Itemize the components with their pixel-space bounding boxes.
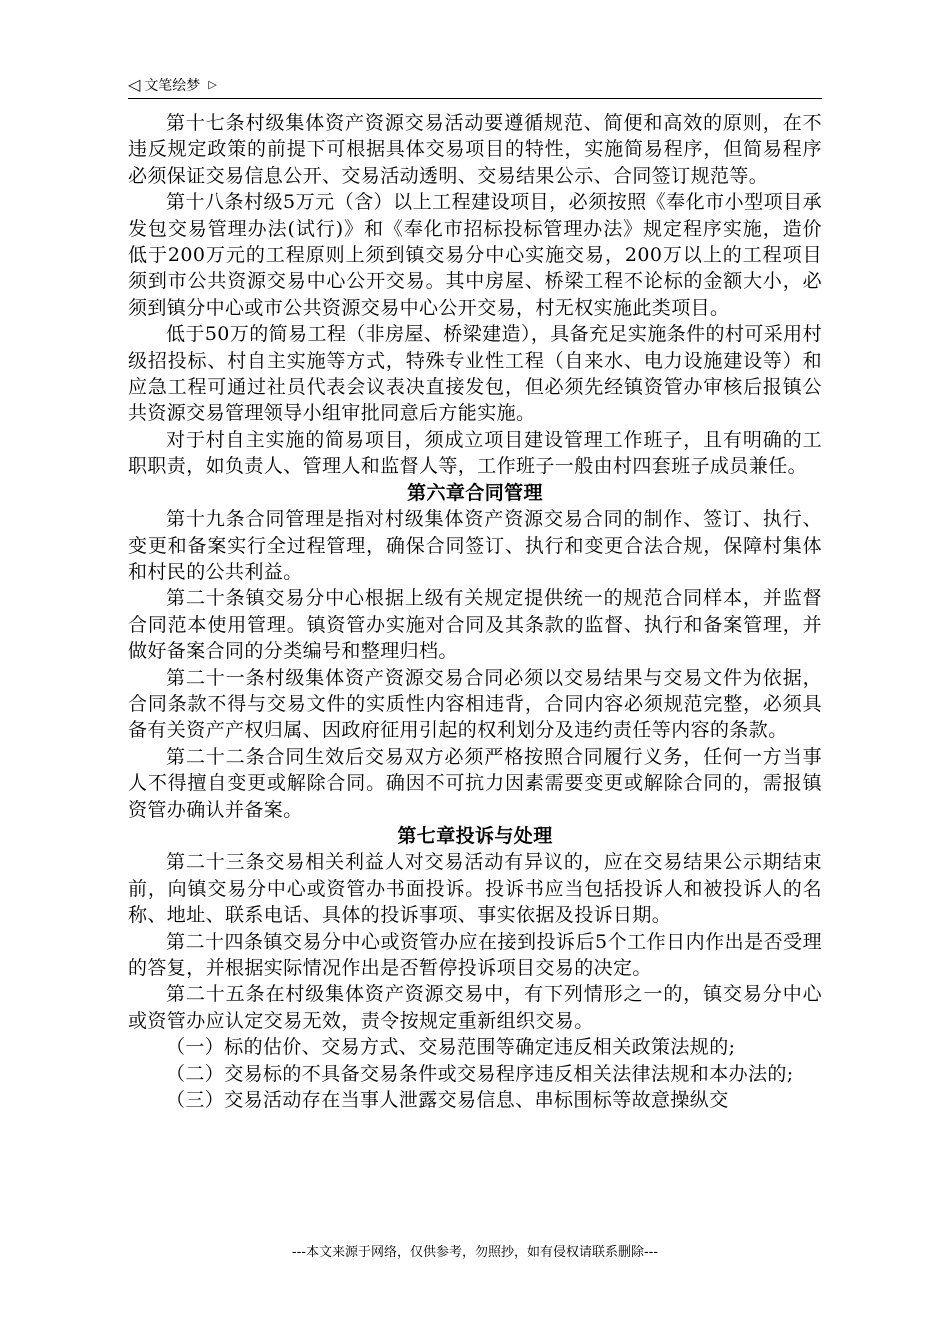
article-20: 第二十条镇交易分中心根据上级有关规定提供统一的规范合同样本，并监督合同范本使用管理。镇资管办实施对合同及其条款的监督、执行和备案管理，并做好备案合同的分类编号和整理归档。 [128, 587, 822, 663]
chapter-6-heading: 第六章合同管理 [407, 481, 543, 504]
article-25: 第二十五条在村级集体资产资源交易中，有下列情形之一的，镇交易分中心或资管办应认定交易无效，责令按规定重新组织交易。 [128, 983, 822, 1032]
page-footer: ---本文来源于网络，仅供参考，勿照抄，如有侵权请联系删除--- [291, 1245, 659, 1260]
clause-1: （一）标的估价、交易方式、交易范围等确定违反相关政策法规的; [166, 1036, 736, 1059]
article-18: 第十八条村级5万元（含）以上工程建设项目，必须按照《奉化市小型项目承发包交易管理办法(试行)》和《奉化市招标投标管理办法》规定程序实施，造价低于200万元的工程原则上须到镇交易分中心实施交易，200万以上的工程项目须到市公共资源交易中心公开交易。其中房屋、桥梁工程不论标的金额大小，必须到镇分中心或市公共资源交易中心公开交易，村无权实施此类项目。 [128, 191, 822, 319]
document-body [128, 110, 822, 1113]
article-24: 第二十四条镇交易分中心或资管办应在接到投诉后5个工作日内作出是否受理的答复，并根据实际情况作出是否暂停投诉项目交易的决定。 [128, 930, 822, 979]
self-implemented-paragraph: 对于村自主实施的简易项目，须成立项目建设管理工作班子，且有明确的工职职责，如负责人、管理人和监督人等，工作班子一般由村四套班子成员兼任。 [128, 428, 822, 478]
article-19: 第十九条合同管理是指对村级集体资产资源交易合同的制作、签订、执行、变更和备案实行全过程管理，确保合同签订、执行和变更合法合规，保障村集体和村民的公共利益。 [128, 508, 822, 583]
clause-3: （三）交易活动存在当事人泄露交易信息、串标围标等故意操纵交 [166, 1089, 729, 1112]
article-17: 第十七条村级集体资产资源交易活动要遵循规范、简便和高效的原则，在不违反规定政策的前提下可根据具体交易项目的特性，实施简易程序，但简易程序必须保证交易信息公开、交易活动透明、交易结果公示、合同签订规范等。 [128, 112, 822, 187]
simple-project-paragraph: 低于50万的简易工程（非房屋、桥梁建造），具备充足实施条件的村可采用村级招投标、村自主实施等方式，特殊专业性工程（自来水、电力设施建设等）和应急工程可通过社员代表会议表决直接发包，但必须先经镇资管办审核后报镇公共资源交易管理领导小组审批同意后方能实施。 [128, 323, 822, 425]
article-23: 第二十三条交易相关利益人对交易活动有异议的，应在交易结果公示期结束前，向镇交易分中心或资管办书面投诉。投诉书应当包括投诉人和被投诉人的名称、地址、联系电话、具体的投诉事项、事实依据及投诉日期。 [128, 851, 822, 927]
header-title: 文笔绘梦 [144, 78, 201, 94]
clause-2: （二）交易标的不具备交易条件或交易程序违反相关法律法规和本办法的; [166, 1062, 794, 1085]
triangle-left-icon: ◁ [128, 75, 141, 94]
article-22: 第二十二条合同生效后交易双方必须严格按照合同履行义务，任何一方当事人不得擅自变更或解除合同。确因不可抗力因素需要变更或解除合同的，需报镇资管办确认并备案。 [128, 745, 822, 821]
triangle-right-icon: ▷ [208, 78, 217, 91]
page-header [128, 74, 822, 99]
article-21: 第二十一条村级集体资产资源交易合同必须以交易结果与交易文件为依据，合同条款不得与交易文件的实质性内容相违背，合同内容必须规范完整，必须具备有关资产产权归属、因政府征用引起的权利划分及违约责任等内容的条款。 [128, 666, 822, 742]
chapter-7-heading: 第七章投诉与处理 [397, 824, 553, 847]
